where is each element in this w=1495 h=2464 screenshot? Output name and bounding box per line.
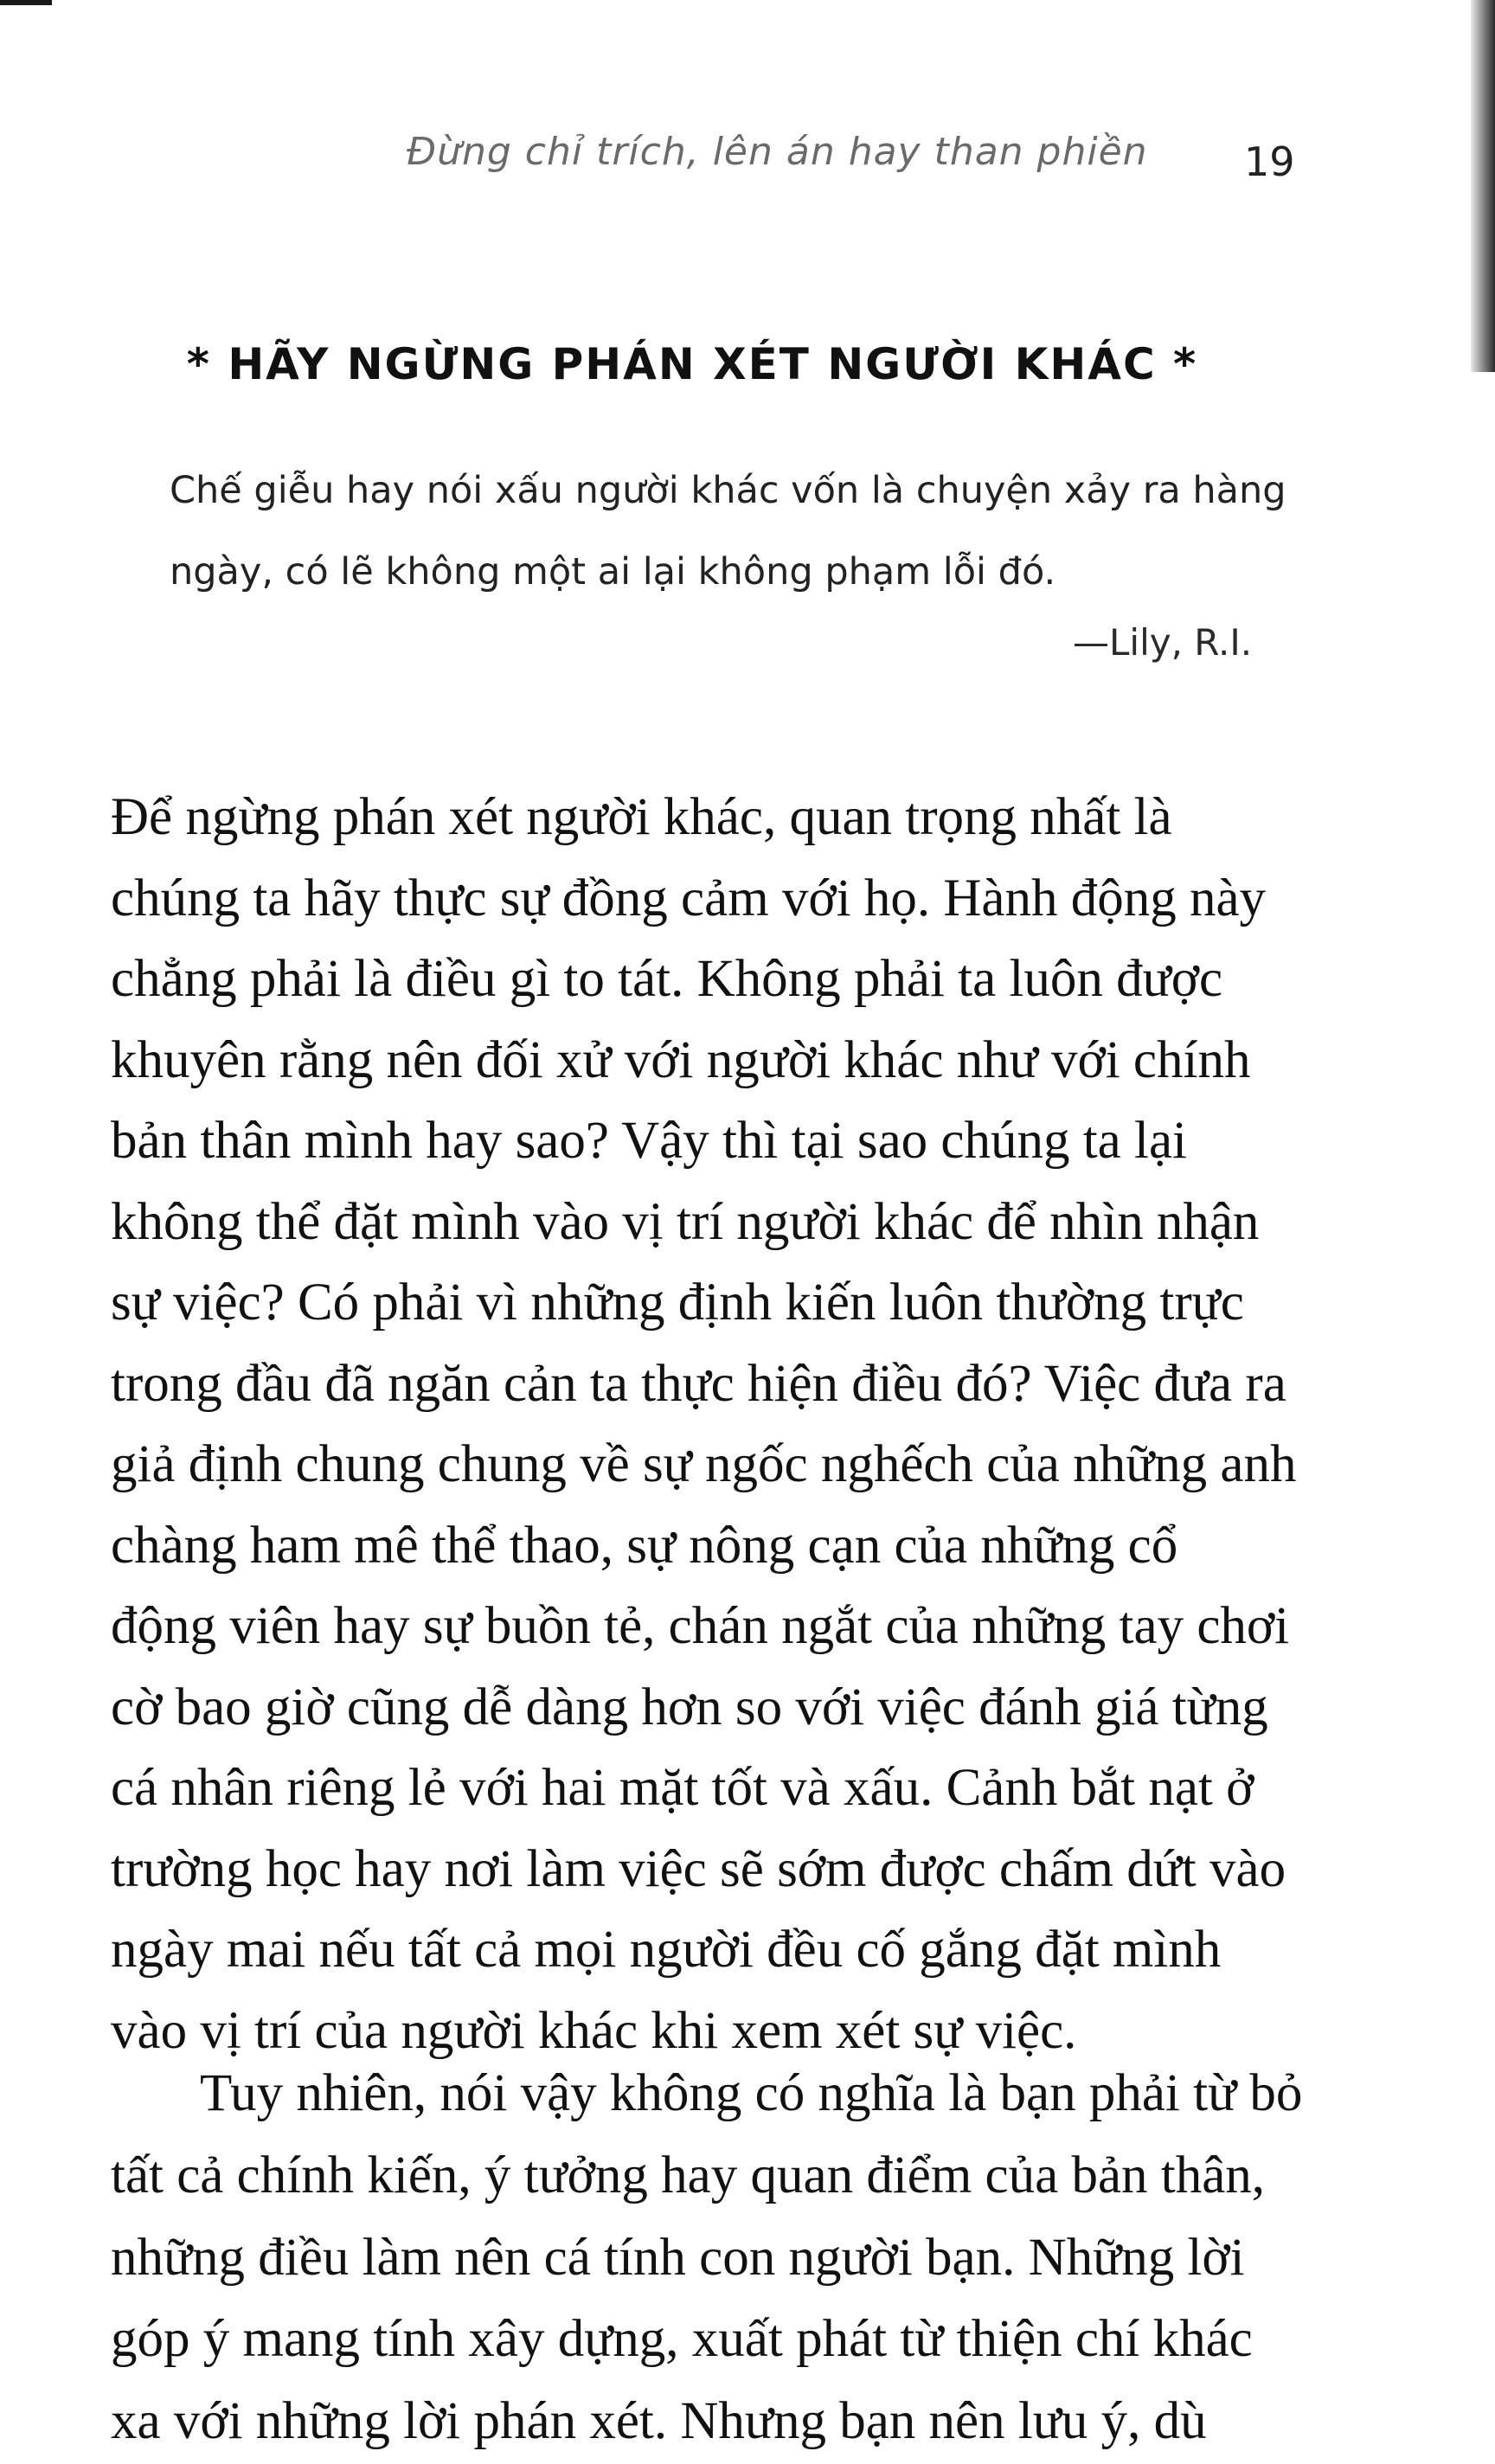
section-title: * HÃY NGỪNG PHÁN XÉT NGƯỜI KHÁC * bbox=[186, 339, 1198, 389]
text-line: cờ bao giờ cũng dễ dàng hơn so với việc đánh giá từng bbox=[111, 1678, 1268, 1736]
text-line: tất cả chính kiến, ý tưởng hay quan điểm của bản thân, bbox=[111, 2146, 1266, 2204]
text-line: vào vị trí của người khác khi xem xét sự việc. bbox=[111, 2001, 1077, 2060]
text-line: chàng ham mê thể thao, sự nông cạn của những cổ bbox=[111, 1516, 1178, 1575]
text-line: góp ý mang tính xây dựng, xuất phát từ thiện chí khác bbox=[111, 2310, 1253, 2369]
text-line: Để ngừng phán xét người khác, quan trọng nhất là bbox=[111, 788, 1172, 846]
text-line: Tuy nhiên, nói vậy không có nghĩa là bạn phải từ bỏ bbox=[200, 2064, 1303, 2122]
quote-line: Chế giễu hay nói xấu người khác vốn là chuyện xảy ra hàng bbox=[170, 469, 1286, 512]
text-line: xa với những lời phán xét. Nhưng bạn nên lưu ý, dù bbox=[111, 2392, 1207, 2451]
text-line: sự việc? Có phải vì những định kiến luôn thường trực bbox=[111, 1274, 1244, 1331]
page-number: 19 bbox=[1244, 138, 1295, 185]
quote-attribution: —Lily, R.I. bbox=[1073, 621, 1253, 664]
epigraph-quote bbox=[170, 450, 1312, 613]
text-line: bản thân mình hay sao? Vậy thì tại sao chúng ta lại bbox=[111, 1112, 1187, 1170]
text-line: những điều làm nên cá tính con người bạn. Những lời bbox=[111, 2228, 1245, 2287]
text-line: động viên hay sự buồn tẻ, chán ngắt của những tay chơi bbox=[111, 1597, 1290, 1655]
page-binding-shadow bbox=[1471, 0, 1495, 372]
running-header: Đừng chỉ trích, lên án hay than phiền bbox=[407, 130, 1148, 174]
text-line: ngày mai nếu tất cả mọi người đều cố gắng đặt mình bbox=[111, 1921, 1222, 1979]
text-line: chúng ta hãy thực sự đồng cảm với họ. Hành động này bbox=[111, 869, 1267, 927]
text-line: chẳng phải là điều gì to tát. Không phải ta luôn được bbox=[111, 950, 1223, 1008]
page-edge-shadow bbox=[0, 0, 52, 5]
text-line: giả định chung chung về sự ngốc nghếch của những anh bbox=[111, 1435, 1297, 1493]
body-paragraph-2 bbox=[111, 2053, 1303, 2463]
text-line: cá nhân riêng lẻ với hai mặt tốt và xấu. Cảnh bắt nạt ở bbox=[111, 1759, 1254, 1817]
text-line: khuyên rằng nên đối xử với người khác như với chính bbox=[111, 1030, 1251, 1089]
text-line: trong đầu đã ngăn cản ta thực hiện điều đó? Việc đưa ra bbox=[111, 1354, 1286, 1413]
text-line: trường học hay nơi làm việc sẽ sớm được chấm dứt vào bbox=[111, 1839, 1286, 1898]
quote-line: ngày, có lẽ không một ai lại không phạm lỗi đó. bbox=[170, 550, 1056, 594]
body-paragraph-1 bbox=[111, 777, 1296, 2071]
text-line: không thể đặt mình vào vị trí người khác để nhìn nhận bbox=[111, 1192, 1260, 1251]
